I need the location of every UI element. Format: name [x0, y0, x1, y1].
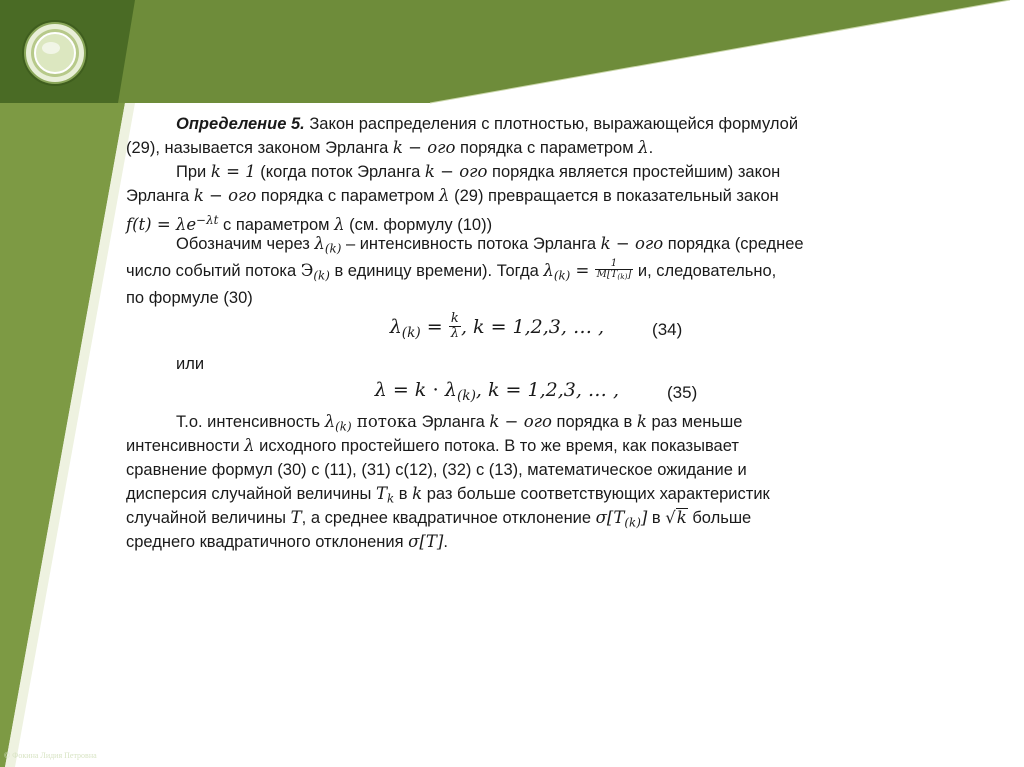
footer-copyright: © Фокина Лидия Петровна: [4, 751, 97, 760]
line-1: Определение 5. Закон распределения с плотностью, выражающейся формулой: [176, 115, 799, 133]
green-wedge-left: [0, 103, 125, 767]
sqrt-k: 𝑘: [676, 508, 687, 527]
equation-number-34: (34): [652, 320, 683, 339]
line-11: сравнение формул (30) с (11), (31) с(12), (32) с (13), математическое ожидание и: [126, 461, 747, 479]
line-14: среднего квадратичного отклонения 𝜎[𝑇].: [126, 532, 448, 551]
formula-34: 𝜆$_{(𝑘)}$ = $\frac{\text{𝑘}}{\text{𝜆}}$ , 𝑘 = 1,2,3, … , (34): [389, 311, 683, 342]
line-ili: или: [176, 355, 205, 373]
fraction-k-over-lambda: $\frac{\text{𝑘}}{\text{𝜆}}$: [450, 311, 459, 342]
slide-content: [126, 112, 946, 554]
line-5: 𝑓(𝑡) = 𝜆𝑒$^{-𝜆𝑡}$ с параметром λ (см. формулу (10)): [126, 213, 493, 234]
line-6: Обозначим через 𝜆$_{(𝑘)}$ – интенсивность потока Эрланга 𝑘 − ого порядка (среднее: [176, 234, 804, 256]
line-3: При 𝑘 = 1 (когда поток Эрланга 𝑘 − ого порядка является простейшим) закон: [176, 162, 781, 181]
line-2: (29), называется законом Эрланга 𝑘 − ого порядка с параметром λ.: [126, 138, 654, 157]
green-band-top: [0, 0, 1010, 103]
line-4: Эрланга 𝑘 − ого порядка с параметром λ (29) превращается в показательный закон: [126, 186, 779, 205]
equation-number-35: (35): [667, 383, 698, 402]
line-8: по формуле (30): [126, 289, 253, 307]
line-13: случайной величины 𝑇, а среднее квадратичное отклонение 𝜎[𝑇$_{(𝑘)}$] в √𝑘 больше: [126, 508, 752, 530]
line-7: число событий потока $Э_{(𝑘)}$ в единицу времени). Тогда 𝜆$_{(𝑘)}$ = $\frac{1}{𝑀[𝑇_{(𝑘)}]}$ и, следовательно,: [126, 257, 777, 283]
line-9: Т.о. интенсивность 𝜆$_{(𝑘)}$ потока Эрланга 𝑘 − ого порядка в k раз меньше: [176, 412, 743, 434]
line-10: интенсивности λ исходного простейшего потока. В то же время, как показывает: [126, 436, 739, 455]
line-12: дисперсия случайной величины 𝑇$_𝑘$ в k раз больше соответствующих характеристик: [126, 484, 770, 506]
fraction-one-over-mean: $\frac{1}{𝑀[𝑇_{(𝑘)}]}$: [596, 257, 632, 282]
formula-35: 𝜆 = 𝑘 ⋅ 𝜆$_{(𝑘)}$, 𝑘 = 1,2,3, … , (35): [374, 378, 698, 405]
circle-emblem-icon: [20, 18, 90, 88]
definition-term: Определение 5.: [176, 115, 305, 133]
